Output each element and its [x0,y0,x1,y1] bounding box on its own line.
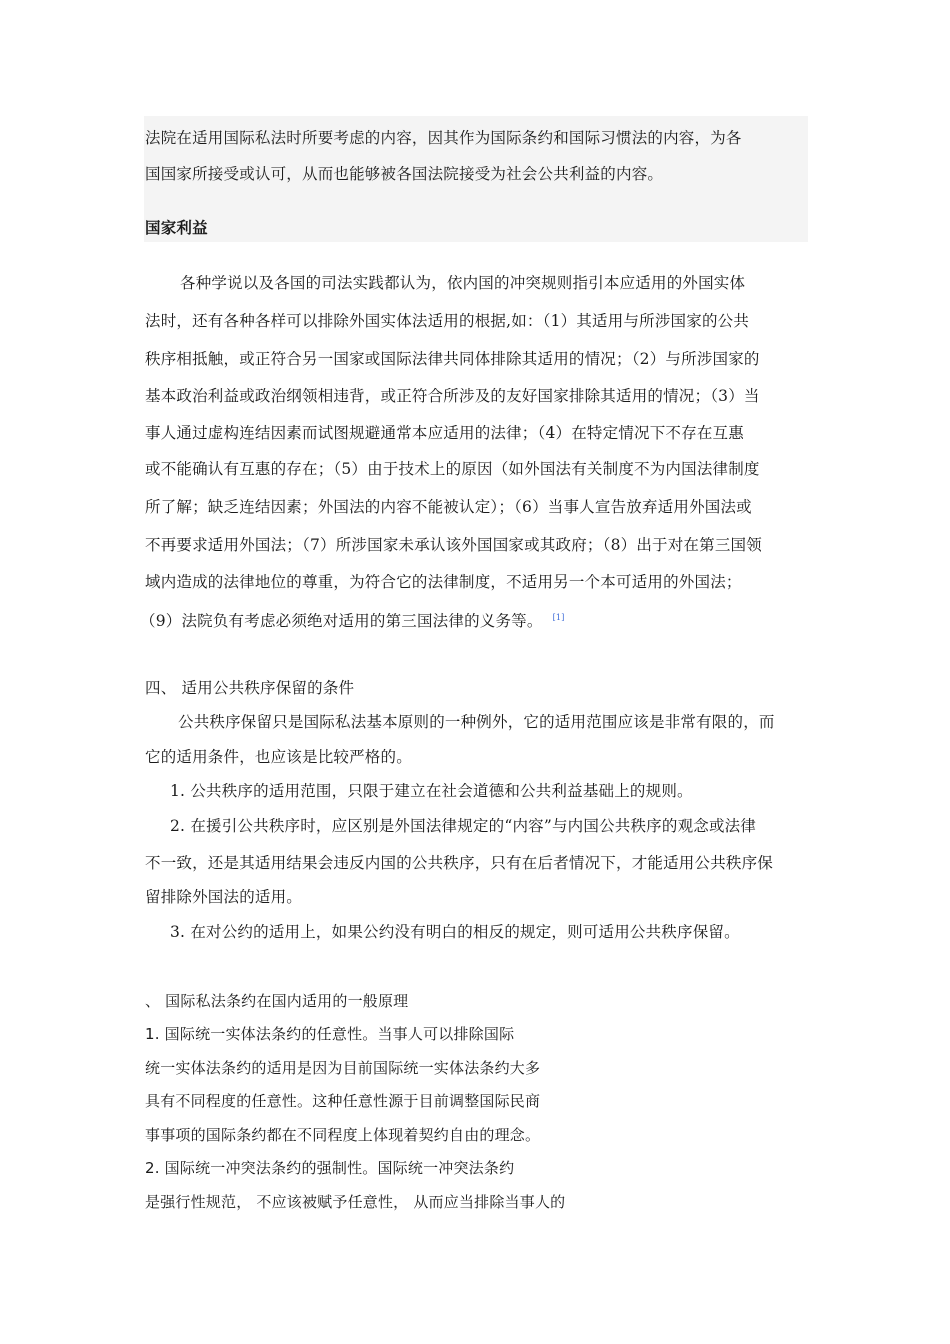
section-heading-four: 四、 适用公共秩序保留的条件 [145,679,355,697]
list-item: 2. 在援引公共秩序时，应区别是外国法律规定的“内容”与内国公共秩序的观念或法律 [170,817,757,835]
paragraph-line: 所了解；缺乏连结因素；外国法的内容不能被认定）；（6）当事人宣告放弃适用外国法或 [145,498,752,516]
paragraph-line: 统一实体法条约的适用是因为目前国际统一实体法条约大多 [145,1059,541,1077]
paragraph-line: 国国家所接受或认可，从而也能够被各国法院接受为社会公共利益的内容。 [145,165,664,183]
paragraph-line: 域内造成的法律地位的尊重，为符合它的法律制度，不适用另一个本可适用的外国法； [145,573,742,591]
paragraph-line: 留排除外国法的适用。 [145,888,303,906]
paragraph-line: 各种学说以及各国的司法实践都认为，依内国的冲突规则指引本应适用的外国实体 [180,274,746,292]
section-heading-national-interest: 国家利益 [145,219,208,237]
paragraph-line: 1. 国际统一实体法条约的任意性。当事人可以排除国际 [145,1025,515,1043]
paragraph-line: 它的适用条件，也应该是比较严格的。 [145,748,412,766]
paragraph-line: 公共秩序保留只是国际私法基本原则的一种例外，它的适用范围应该是非常有限的，而 [178,713,775,731]
paragraph-line-last [140,608,565,631]
paragraph-line: 法院在适用国际私法时所要考虑的内容，因其作为国际条约和国际习惯法的内容，为各 [145,129,742,147]
paragraph-line: 不再要求适用外国法；（7）所涉国家未承认该外国国家或其政府；（8）出于对在第三国领 [145,536,762,554]
paragraph-line: 不一致，还是其适用结果会违反内国的公共秩序，只有在后者情况下，才能适用公共秩序保 [145,854,774,872]
paragraph-line: 法时，还有各种各样可以排除外国实体法适用的根据,如：（1）其适用与所涉国家的公共 [145,312,750,330]
paragraph-line: 具有不同程度的任意性。这种任意性源于目前调整国际民商 [145,1092,541,1110]
paragraph-line: 事事项的国际条约都在不同程度上体现着契约自由的理念。 [145,1126,541,1144]
footnote-link[interactable]: [1] [552,613,565,622]
paragraph-line: 事人通过虚构连结因素而试图规避通常本应适用的法律；（4）在特定情况下不存在互惠 [145,424,744,442]
paragraph-text: （9）法院负有考虑必须绝对适用的第三国法律的义务等。 [140,612,543,631]
paragraph-line: 基本政治利益或政治纲领相违背，或正符合所涉及的友好国家排除其适用的情况；（3）当 [145,387,760,405]
list-item: 1. 公共秩序的适用范围，只限于建立在社会道德和公共利益基础上的规则。 [170,782,693,800]
list-item: 3. 在对公约的适用上，如果公约没有明白的相反的规定，则可适用公共秩序保留。 [170,923,740,941]
paragraph-line: 是强行性规范， 不应该被赋予任意性， 从而应当排除当事人的 [145,1193,566,1211]
paragraph-line: 或不能确认有互惠的存在；（5）由于技术上的原因（如外国法有关制度不为内国法律制度 [145,460,760,478]
section-heading-treaty: 、 国际私法条约在国内适用的一般原理 [145,992,409,1010]
paragraph-line: 2. 国际统一冲突法条约的强制性。国际统一冲突法条约 [145,1159,515,1177]
paragraph-line: 秩序相抵触，或正符合另一国家或国际法律共同体排除其适用的情况；（2）与所涉国家的 [145,350,760,368]
